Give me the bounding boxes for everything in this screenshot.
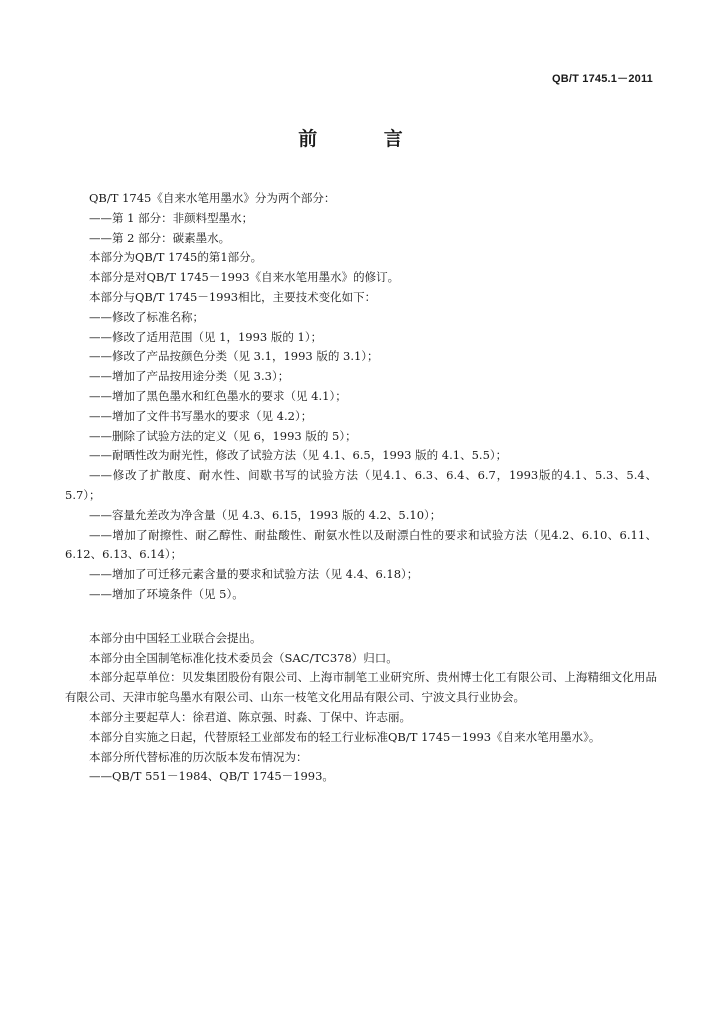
list-item: ——修改了产品按颜色分类（见 3.1，1993 版的 3.1）； (89, 349, 379, 364)
list-item: ——增加了黑色墨水和红色墨水的要求（见 4.1）； (89, 388, 347, 403)
page-title: 前 言 (298, 128, 433, 150)
paragraph: 本部分主要起草人：徐君道、陈京强、时淼、丁保中、许志丽。 (89, 709, 411, 724)
foreword-body (65, 189, 657, 787)
paragraph: 本部分与QB/T 1745－1993相比，主要技术变化如下： (89, 289, 377, 304)
list-item: ——增加了可迁移元素含量的要求和试验方法（见 4.4、6.18）； (89, 567, 419, 582)
paragraph: 本部分由全国制笔标准化技术委员会（SAC/TC378）归口。 (89, 650, 398, 665)
list-item: ——修改了适用范围（见 1，1993 版的 1）； (89, 329, 323, 344)
list-item: ——第 2 部分：碳素墨水。 (89, 230, 231, 245)
paragraph: 本部分自实施之日起，代替原轻工业部发布的轻工行业标准QB/T 1745－1993《自来水笔用墨水》。 (89, 729, 601, 744)
paragraph: 本部分由中国轻工业联合会提出。 (89, 630, 262, 645)
paragraph: 本部分是对QB/T 1745－1993《自来水笔用墨水》的修订。 (89, 270, 400, 285)
list-item: ——修改了扩散度、耐水性、间歇书写的试验方法（见4.1、6.3、6.4、6.7，1993版的4.1、5.3、5.4、5.7）； (65, 468, 657, 502)
list-item: ——QB/T 551－1984、QB/T 1745－1993。 (89, 769, 334, 784)
list-item: ——修改了标准名称； (89, 309, 204, 324)
standard-number: QB/T 1745.1－2011 (551, 73, 653, 85)
list-item: ——增加了耐擦性、耐乙醇性、耐盐酸性、耐氨水性以及耐漂白性的要求和试验方法（见4.2、6.10、6.11、6.12、6.13、6.14）； (65, 527, 657, 562)
paragraph: 本部分起草单位：贝发集团股份有限公司、上海市制笔工业研究所、贵州博士化工有限公司、上海精细文化用品有限公司、天津市鸵鸟墨水有限公司、山东一枝笔文化用品有限公司、宁波文具行业协会。 (65, 670, 657, 705)
paragraph: QB/T 1745《自来水笔用墨水》分为两个部分： (89, 191, 336, 205)
list-item: ——删除了试验方法的定义（见 6，1993 版的 5）； (89, 428, 357, 443)
list-item: ——增加了产品按用途分类（见 3.3）； (89, 369, 290, 384)
paragraph: 本部分所代替标准的历次版本发布情况为： (89, 749, 308, 764)
list-item: ——增加了环境条件（见 5）。 (89, 586, 244, 601)
list-item: ——耐晒性改为耐光性，修改了试验方法（见 4.1、6.5，1993 版的 4.1、5.5）； (89, 448, 508, 463)
list-item: ——第 1 部分：非颜料型墨水； (89, 210, 254, 225)
list-item: ——容量允差改为净含量（见 4.3、6.15，1993 版的 4.2、5.10）； (89, 507, 442, 522)
paragraph: 本部分为QB/T 1745的第1部分。 (89, 250, 263, 265)
section-gap (65, 605, 657, 629)
list-item: ——增加了文件书写墨水的要求（见 4.2）； (89, 408, 313, 423)
